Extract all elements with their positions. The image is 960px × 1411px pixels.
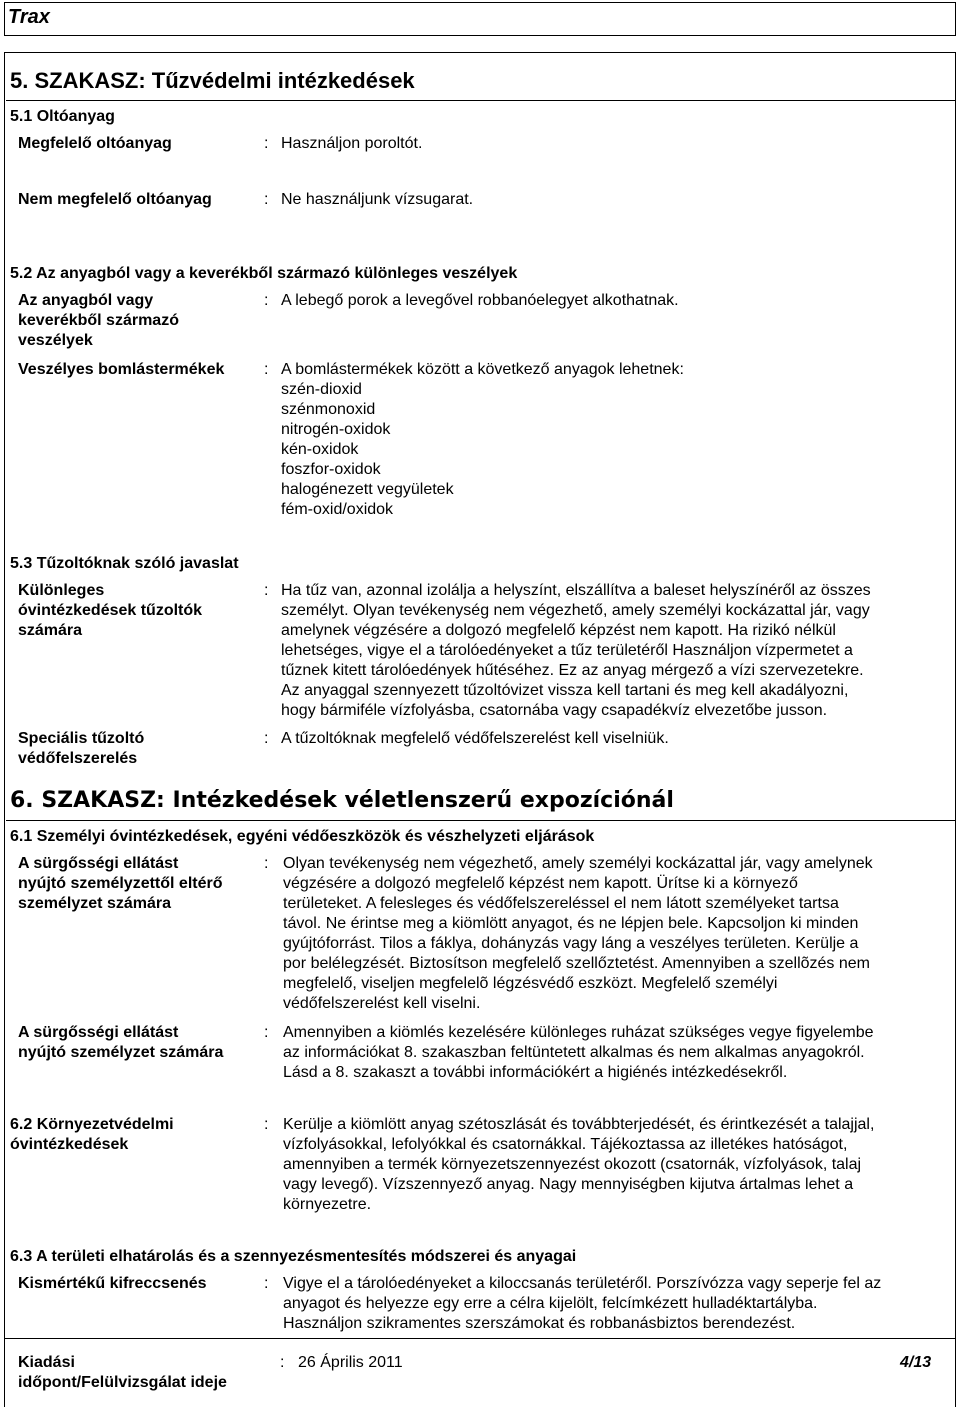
colon: : [264,191,269,208]
unsuitable-label: Nem megfelelő oltóanyag [18,191,212,208]
spill-text: Vigye el a tárolóedényeket a kiloccsanás területéről. Porszívózza vagy seperje fel az anyagot és helyezze egy erre a célra kijelölt, felcímkézett hulladéktartályba. Használjon szikramentes szerszámokat és robbanásbiztos berendezést. [283,1275,882,1332]
suitable-value: Használjon poroltót. [281,135,423,152]
s63-title: 6.3 A területi elhatárolás és a szennyezésmentesítés módszerei és anyagai [10,1248,577,1265]
colon: : [264,1275,269,1292]
colon: : [264,582,269,599]
emerg-label: A sürgősségi ellátást nyújtó személyzet számára [18,1024,224,1061]
unsuitable-value: Ne használjunk vízsugarat. [281,191,474,208]
s53-title: 5.3 Tűzoltóknak szóló javaslat [10,555,239,572]
equip-label: Speciális tűzoltó védőfelszerelés [18,730,145,767]
equip-value: A tűzoltóknak megfelelő védőfelszerelést kell viselniük. [281,730,669,747]
suitable-label: Megfelelő oltóanyag [18,135,172,152]
section-5-title: 5. SZAKASZ: Tűzvédelmi intézkedések [10,68,415,93]
decomp-line: halogénezett vegyületek [281,481,454,498]
s51-title: 5.1 Oltóanyag [10,108,115,125]
footer-label: Kiadási időpont/Felülvizsgálat ideje [18,1354,227,1391]
spill-label: Kismértékű kifreccsenés [18,1275,207,1292]
colon: : [264,730,269,747]
header-bar [4,2,956,36]
s52-title: 5.2 Az anyagból vagy a keverékből származó különleges veszélyek [10,265,518,282]
decomp-line: kén-oxidok [281,441,359,458]
special-text: Ha tűz van, azonnal izolálja a helyszínt, elszállítva a baleset helyszínéről az összes személyt. Olyan tevékenység nem végezhető, amely személyi kockázattal jár, vagy amelynek végzésére a dolgozó megfelelő képzést nem kapott. Ha rizikó nélkül lehetséges, vigye el a tárolóedényeket a tűz területéről Használjon vízpermetet a tűznek kitett tárolóedények hűtéséhez. Ez az anyag mérgező a vízi szervezetekre. Az anyaggal szennyezett tűzoltóvizet vissza kell tartani és meg kell akadályozni, hogy bármiféle vízfolyásba, csatornába vagy csapadékvíz elvezetőbe jusson. [281,582,871,719]
decomp-line: fém-oxid/oxidok [281,501,394,518]
decomp-line: szénmonoxid [281,401,376,418]
decomp-line: szén-dioxid [281,381,362,398]
colon: : [264,1116,269,1133]
colon: : [280,1354,285,1371]
nonemerg-label: A sürgősségi ellátást nyújtó személyzettől eltérő személyzet számára [18,855,223,912]
decomp-list [281,360,684,520]
colon: : [264,855,269,872]
s62-text: Kerülje a kiömlött anyag szétoszlását és továbbterjedését, és érintkezését a talajjal, vízfolyásokkal, lefolyókkal és csatornákkal. Tájékoztassa az illetékes hatóságot, amennyiben a termék környezetszennyezést okozott (csatornák, vízfolyások, talaj vagy levegő). Vízszennyező anyag. Nagy mennyiségben kijutva ártalmas lehet a környezetre. [283,1116,875,1213]
page-number: 4/13 [900,1354,932,1371]
nonemerg-text: Olyan tevékenység nem végezhető, amely személyi kockázattal jár, vagy amelynek végzésére a dolgozó megfelelő képzést nem kapott. Ürítse ki a környező területeket. A felesleges és védőfelszereléssel el nem látott személyeket tartsa távol. Ne érintse meg a kiömlött anyagot, és ne lépjen bele. Kapcsoljon ki minden gyújtóforrást. Tilos a fáklya, dohányzás vagy láng a veszélyes területen. Kerülje a por belélegzését. Biztosítson megfelelő szellőztetést. Amennyiben a szellõzés nem megfelelő, viseljen megfelelõ légzésvédő eszközt. Megfelelő személyi védőfelszerelést kell viselni. [283,855,873,1012]
decomp-line: foszfor-oxidok [281,461,381,478]
colon: : [264,135,269,152]
decomp-label: Veszélyes bomlástermékek [18,361,225,378]
divider [6,100,956,101]
decomp-line: nitrogén-oxidok [281,421,391,438]
brand-name: Trax [8,6,50,28]
colon: : [264,1024,269,1041]
section-6-title: 6. SZAKASZ: Intézkedések véletlenszerű expozíciónál [10,788,674,813]
emerg-text: Amennyiben a kiömlés kezelésére különleges ruházat szükséges vegye figyelembe az információkat 8. szakaszban feltüntetett alkalmas és nem alkalmas anyagokról. Lásd a 8. szakaszt a további információkért a higiénés intézkedésekről. [283,1024,874,1081]
colon: : [264,361,269,378]
hazards-value: A lebegő porok a levegővel robbanóelegyet alkothatnak. [281,292,679,309]
special-label: Különleges óvintézkedések tűzoltók számára [18,582,203,639]
divider [6,820,956,821]
footer-divider [4,1338,956,1339]
decomp-line: A bomlástermékek között a következő anyagok lehetnek: [281,361,684,378]
colon: : [264,292,269,309]
footer-date: 26 Április 2011 [298,1354,403,1371]
hazards-label: Az anyagból vagy keverékből származó veszélyek [18,292,179,349]
s61-title: 6.1 Személyi óvintézkedések, egyéni védőeszközök és vészhelyzeti eljárások [10,828,595,845]
s62-label: 6.2 Környezetvédelmi óvintézkedések [10,1116,174,1153]
